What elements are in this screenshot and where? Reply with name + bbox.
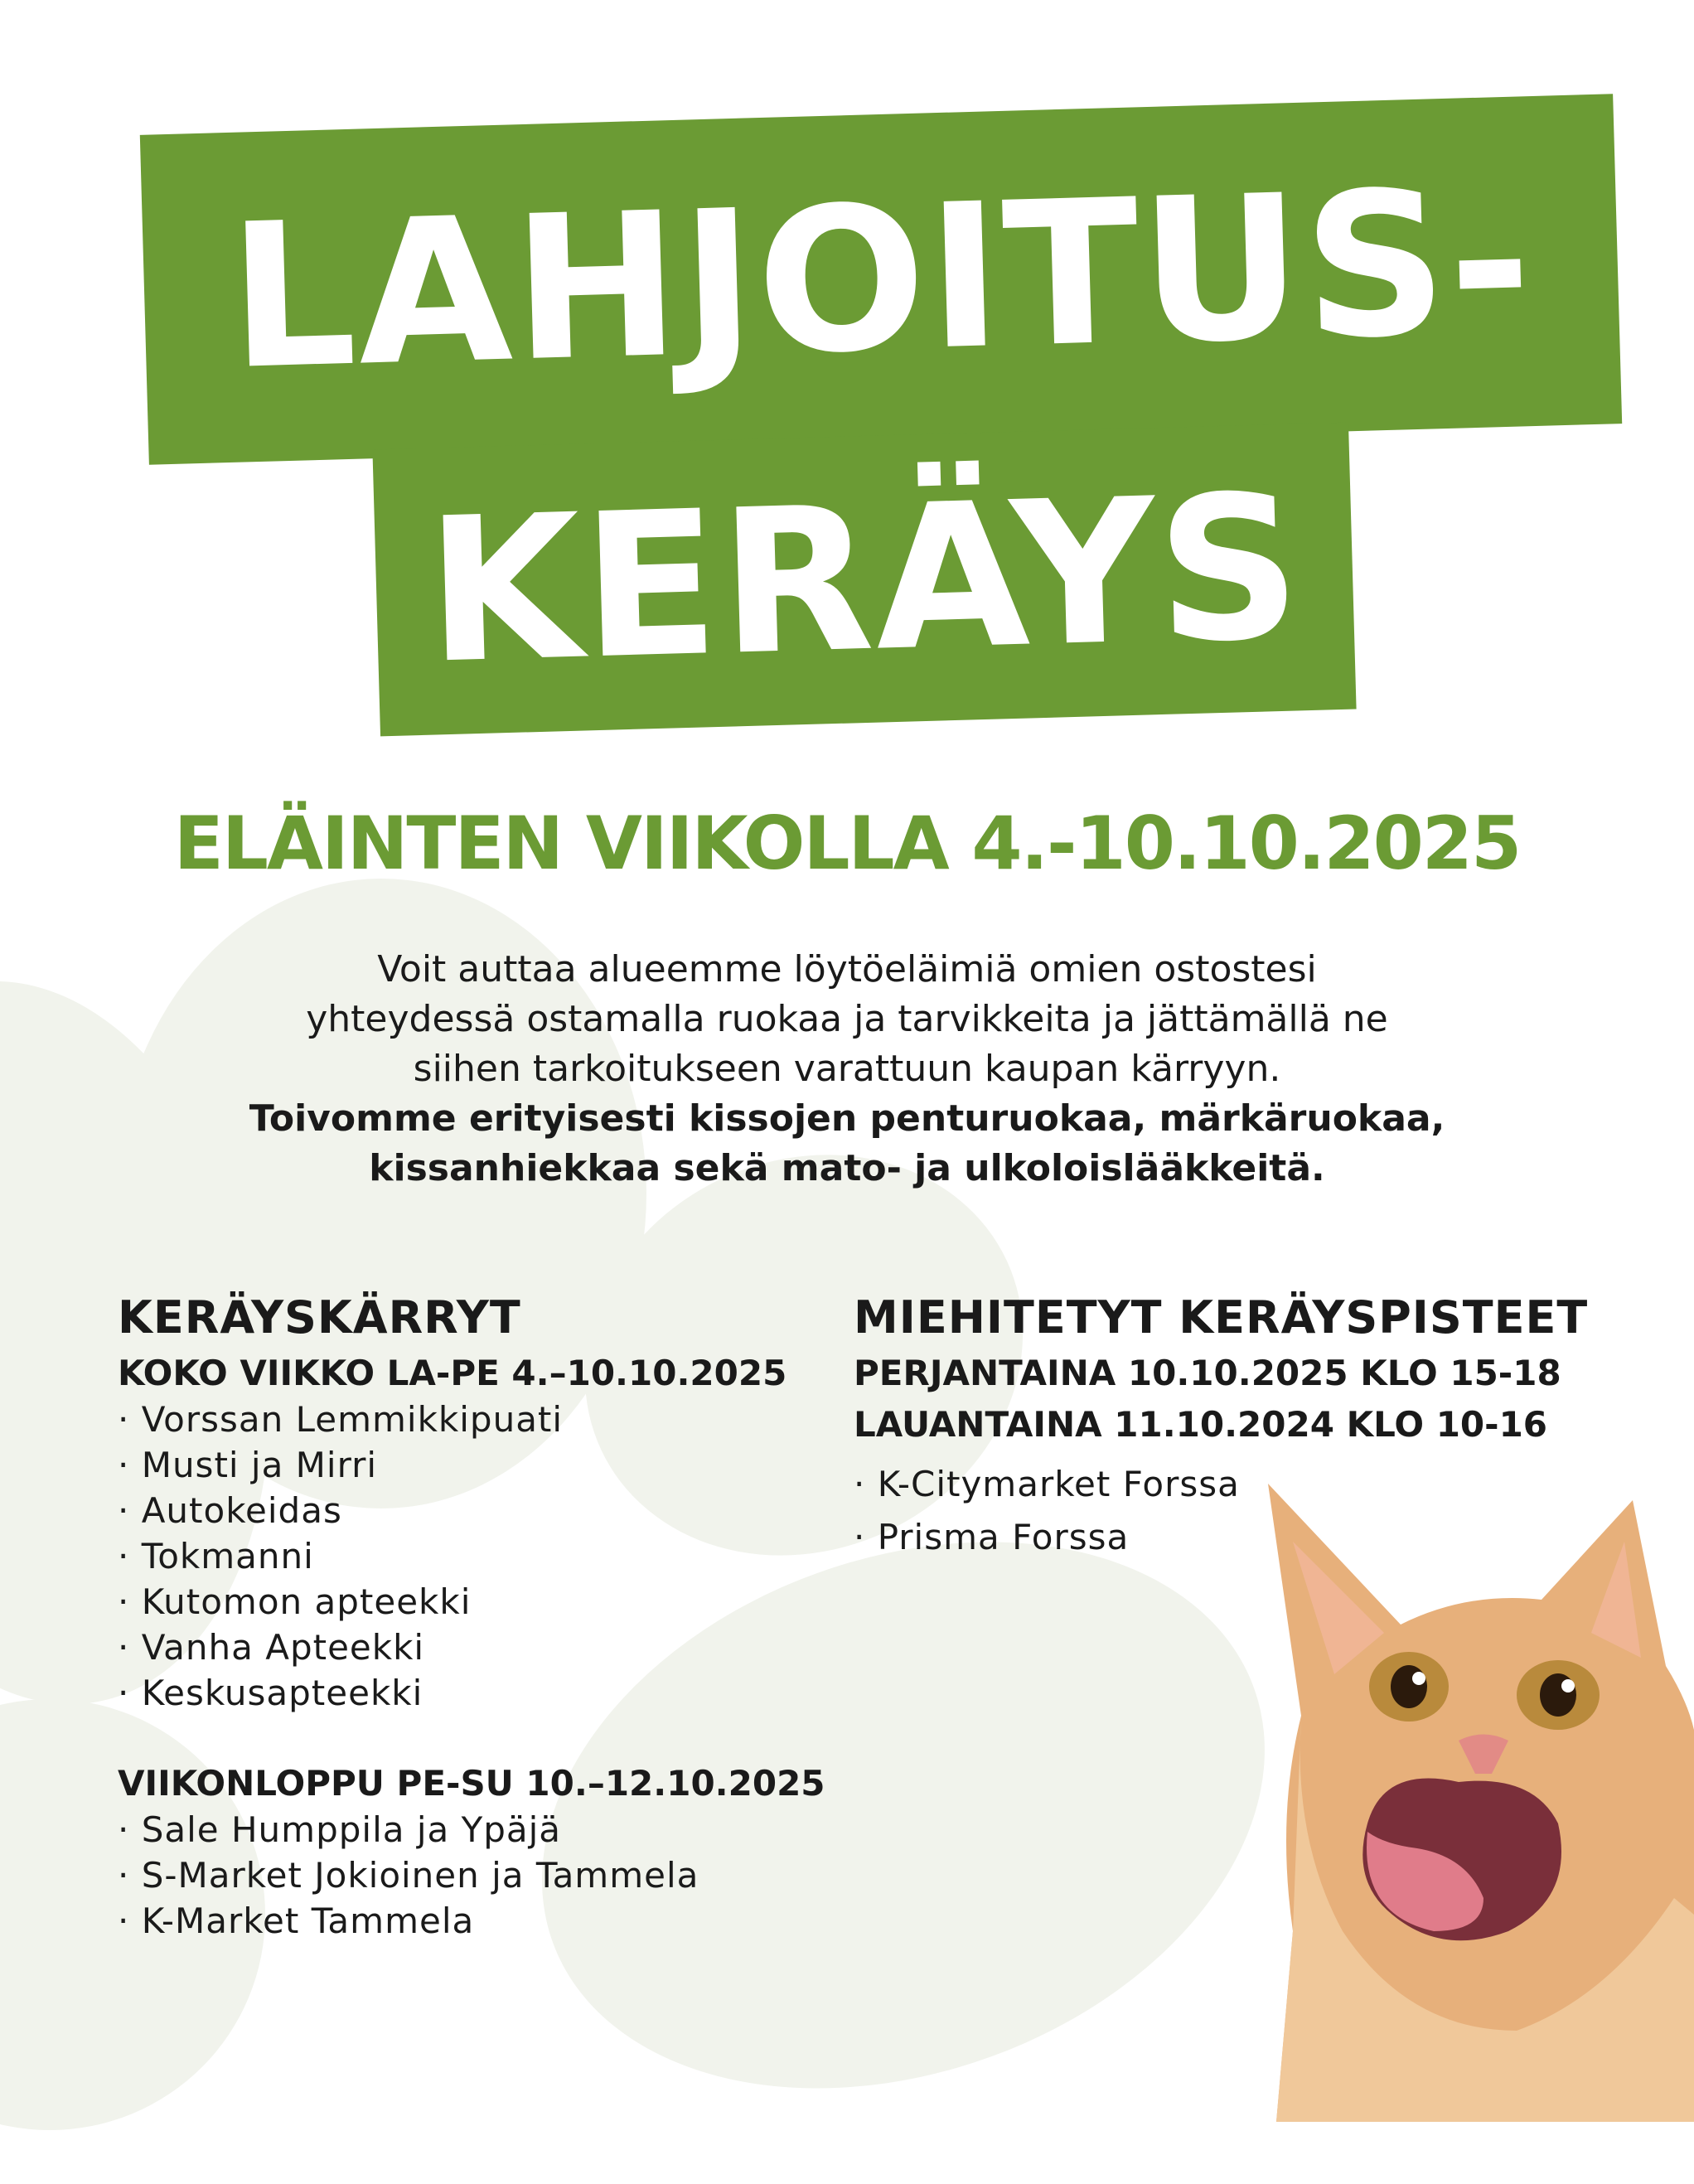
list-item: · Sale Humppila ja Ypäjä: [118, 1807, 864, 1852]
intro-line: Voit auttaa alueemme löytöeläimiä omien ostostesi: [377, 948, 1317, 990]
weekend-heading: VIIKONLOPPU PE-SU 10.–12.10.2025: [118, 1763, 825, 1804]
kitten-image: [1243, 1467, 1694, 2122]
section-title: KERÄYSKÄRRYT: [118, 1291, 521, 1344]
date-line: LAUANTAINA 11.10.2024 KLO 10-16: [854, 1404, 1548, 1445]
event-subtitle: ELÄINTEN VIIKOLLA 4.-10.10.2025: [173, 801, 1521, 886]
section-title: MIEHITETYT KERÄYSPISTEET: [854, 1291, 1589, 1344]
headline-line-2: KERÄYS: [424, 451, 1305, 708]
list-item: · Prisma Forssa: [854, 1511, 1666, 1564]
week-location-list: [118, 1397, 864, 1716]
headline-banner-2: [372, 423, 1356, 737]
weekend-location-list: [118, 1807, 864, 1944]
headline-banner-1: [140, 94, 1622, 464]
intro-bold-line: Toivomme erityisesti kissojen penturuokaa, märkäruokaa,: [249, 1097, 1445, 1140]
list-item: · Tokmanni: [118, 1533, 864, 1579]
list-item: · S-Market Jokioinen ja Tammela: [118, 1852, 864, 1898]
intro-text: [101, 945, 1593, 1194]
week-heading: KOKO VIIKKO LA-PE 4.–10.10.2025: [118, 1353, 787, 1393]
headline-line-1: LAHJOITUS-: [225, 145, 1537, 414]
list-item: · Kutomon apteekki: [118, 1579, 864, 1625]
intro-bold-line: kissanhiekkaa sekä mato- ja ulkoloislääkkeitä.: [369, 1147, 1325, 1189]
list-item: · Vanha Apteekki: [118, 1625, 864, 1670]
date-line: PERJANTAINA 10.10.2025 KLO 15-18: [854, 1353, 1561, 1393]
list-item: · Keskusapteekki: [118, 1670, 864, 1716]
collection-carts-section: [118, 1289, 864, 1944]
list-item: · K-Citymarket Forssa: [854, 1458, 1666, 1511]
list-item: · Vorssan Lemmikkipuati: [118, 1397, 864, 1442]
intro-line: siihen tarkoitukseen varattuun kaupan kärryyn.: [413, 1048, 1281, 1090]
intro-line: yhteydessä ostamalla ruokaa ja tarvikkeita ja jättämällä ne: [306, 998, 1388, 1040]
list-item: · K-Market Tammela: [118, 1898, 864, 1944]
list-item: · Musti ja Mirri: [118, 1442, 864, 1488]
list-item: · Autokeidas: [118, 1488, 864, 1533]
